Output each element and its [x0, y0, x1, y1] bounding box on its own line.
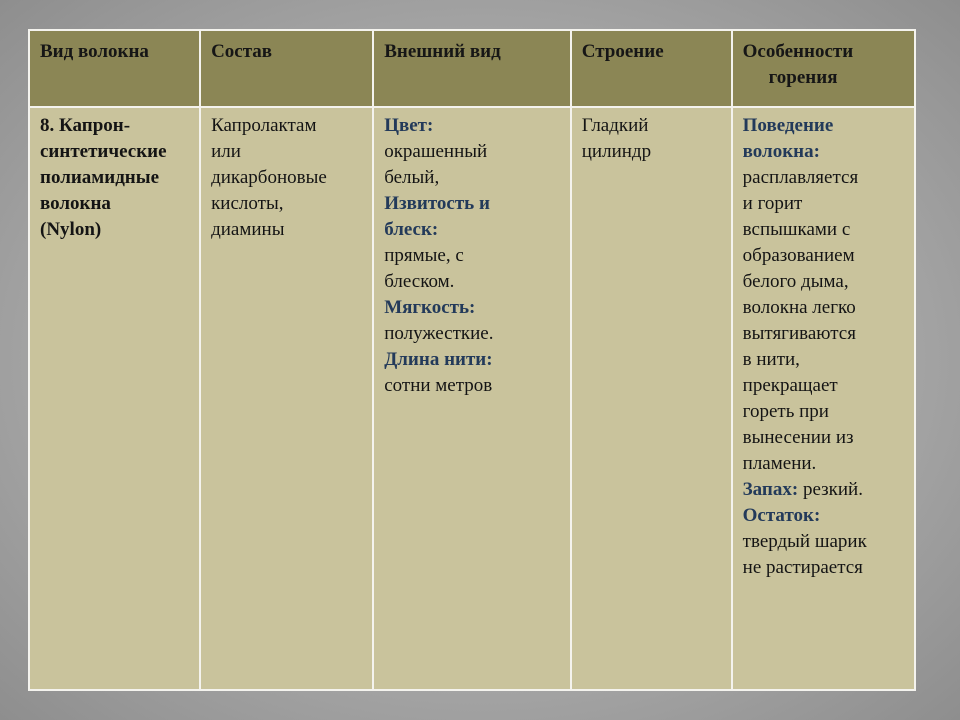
- behavior-line: пламени.: [742, 453, 817, 474]
- residue-label: Остаток:: [742, 505, 821, 526]
- smell-label: Запах:: [742, 479, 799, 500]
- fiber-properties-table: [28, 29, 916, 691]
- smell-value: резкий.: [798, 479, 863, 500]
- residue-line: твердый шарик: [742, 531, 867, 552]
- behavior-line: вспышками с: [742, 219, 851, 240]
- twist-value: прямые, с: [384, 245, 464, 266]
- softness-value: полужесткие.: [384, 323, 494, 344]
- behavior-line: в нити,: [742, 349, 800, 370]
- behavior-line: вынесении из: [742, 427, 854, 448]
- header-burning-line2: горения: [768, 67, 838, 88]
- cell-fiber-type: [29, 107, 200, 690]
- cell-burning: [732, 107, 915, 690]
- header-composition: Состав: [200, 30, 373, 107]
- behavior-line: образованием: [742, 245, 855, 266]
- behavior-line: вытягиваются: [742, 323, 856, 344]
- color-value: белый,: [384, 167, 440, 188]
- behavior-line: волокна легко: [742, 297, 856, 318]
- fiber-line: полиамидные: [40, 167, 160, 188]
- behavior-label: волокна:: [742, 141, 820, 162]
- cell-appearance: [373, 107, 571, 690]
- structure-line: Гладкий: [581, 115, 649, 136]
- behavior-line: белого дыма,: [742, 271, 849, 292]
- composition-line: кислоты,: [211, 193, 284, 214]
- color-label: Цвет:: [384, 115, 434, 136]
- composition-line: диамины: [211, 219, 285, 240]
- color-value: окрашенный: [384, 141, 488, 162]
- header-burning-line1: Особенности: [742, 41, 854, 62]
- length-value: сотни метров: [384, 375, 493, 396]
- composition-line: дикарбоновые: [211, 167, 327, 188]
- behavior-label: Поведение: [742, 115, 834, 136]
- header-appearance: Внешний вид: [373, 30, 571, 107]
- behavior-line: расплавляется: [742, 167, 859, 188]
- table-header-row: [29, 30, 915, 107]
- header-fiber-type: Вид волокна: [29, 30, 200, 107]
- behavior-line: гореть при: [742, 401, 829, 422]
- twist-label: Извитость и: [384, 193, 490, 214]
- header-structure: Строение: [571, 30, 732, 107]
- behavior-line: и горит: [742, 193, 803, 214]
- length-label: Длина нити:: [384, 349, 493, 370]
- softness-label: Мягкость:: [384, 297, 476, 318]
- cell-structure: [571, 107, 732, 690]
- behavior-line: прекращает: [742, 375, 838, 396]
- residue-line: не растирается: [742, 557, 863, 578]
- twist-value: блеском.: [384, 271, 455, 292]
- cell-composition: [200, 107, 373, 690]
- fiber-line: (Nylon): [40, 219, 102, 240]
- composition-line: или: [211, 141, 241, 162]
- smell-line: [743, 477, 906, 503]
- structure-line: цилиндр: [581, 141, 652, 162]
- composition-line: Капролактам: [211, 115, 317, 136]
- fiber-line: синтетические: [40, 141, 167, 162]
- fiber-name: 8. Капрон-: [40, 115, 131, 136]
- twist-label: блеск:: [384, 219, 439, 240]
- table-row: [29, 107, 915, 690]
- header-burning: [732, 30, 915, 107]
- fiber-line: волокна: [40, 193, 111, 214]
